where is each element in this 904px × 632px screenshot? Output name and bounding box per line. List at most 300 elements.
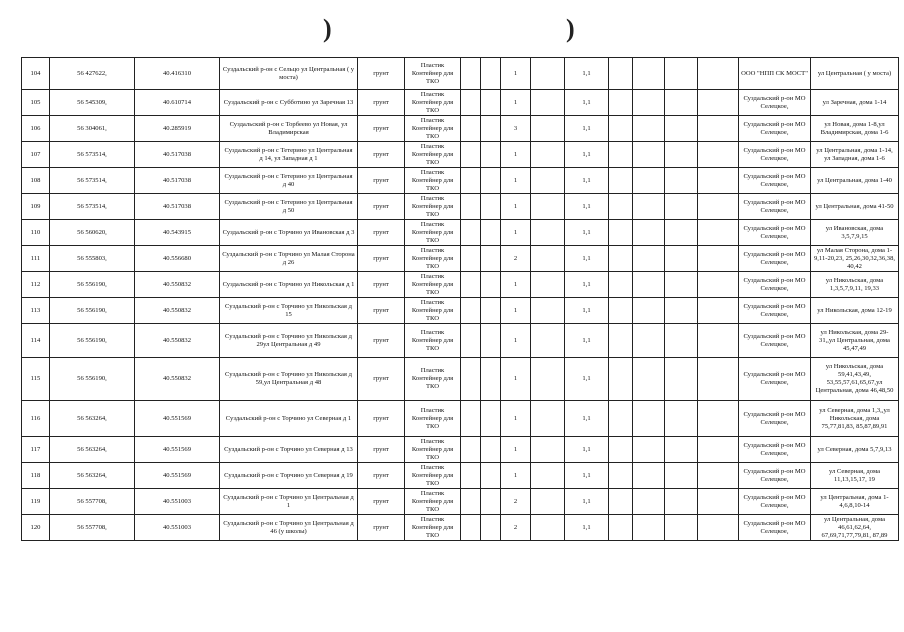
cell-blank-col-12 [633, 220, 665, 246]
cell-blank-col-7 [481, 142, 501, 168]
cell-address: Суздальский р-он с Торчино ул Никольская д 29ул Центральная д 49 [220, 324, 358, 358]
cell-address: Суздальский р-он с Субботино ул Заречная 13 [220, 90, 358, 116]
cell-waste-source: ул Центральная ( у моста) [811, 58, 899, 90]
cell-address: Суздальский р-он с Торчино ул Ивановская д 3 [220, 220, 358, 246]
cell-blank-col-11 [609, 437, 633, 463]
cell-blank-col-12 [633, 58, 665, 90]
cell-blank-col-11 [609, 142, 633, 168]
cell-blank-col-14 [698, 324, 739, 358]
cell-container-volume: 1,1 [565, 90, 609, 116]
cell-container-volume: 1,1 [565, 358, 609, 401]
cell-blank-col-12 [633, 298, 665, 324]
cell-address: Суздальский р-он с Торчино ул Центральная д 1 [220, 489, 358, 515]
cell-longitude: 40.610714 [135, 90, 220, 116]
cell-container-volume: 1,1 [565, 246, 609, 272]
container-sites-table [21, 57, 899, 541]
cell-container-count: 1 [501, 401, 531, 437]
cell-owner: Суздальский р-он МО Селецкое, [739, 463, 811, 489]
cell-latitude: 56 556190, [50, 358, 135, 401]
cell-surface-type: грунт [358, 142, 405, 168]
cell-longitude: 40.517038 [135, 168, 220, 194]
cell-blank-col-6 [461, 437, 481, 463]
cell-blank-col-13 [665, 324, 698, 358]
cell-container-type: Пластик Контейнер для ТКО [405, 90, 461, 116]
cell-address: Суздальский р-он с Сельцо ул Центральная ( у моста) [220, 58, 358, 90]
cell-container-count: 1 [501, 142, 531, 168]
cell-waste-source: ул Центральная, дома 1-14, ул Западная, дома 1-6 [811, 142, 899, 168]
cell-latitude: 56 557708, [50, 515, 135, 541]
cell-blank-col-6 [461, 324, 481, 358]
cell-container-type: Пластик Контейнер для ТКО [405, 463, 461, 489]
cell-longitude: 40.416310 [135, 58, 220, 90]
cell-blank-col-9 [531, 324, 565, 358]
cell-blank-col-6 [461, 298, 481, 324]
cell-latitude: 56 545309, [50, 90, 135, 116]
cell-latitude: 56 556190, [50, 298, 135, 324]
cell-owner: Суздальский р-он МО Селецкое, [739, 324, 811, 358]
cell-blank-col-13 [665, 272, 698, 298]
cell-latitude: 56 557708, [50, 489, 135, 515]
cell-container-type: Пластик Контейнер для ТКО [405, 142, 461, 168]
cell-blank-col-6 [461, 90, 481, 116]
cell-latitude: 56 555803, [50, 246, 135, 272]
cell-container-volume: 1,1 [565, 515, 609, 541]
cell-blank-col-6 [461, 401, 481, 437]
cell-surface-type: грунт [358, 437, 405, 463]
cell-surface-type: грунт [358, 90, 405, 116]
cell-waste-source: ул Новая, дома 1-8,ул Владимирская, дома 1-6 [811, 116, 899, 142]
cell-waste-source: ул Никольская, дома 1,3,5,7,9,11, 19,33 [811, 272, 899, 298]
cell-blank-col-13 [665, 437, 698, 463]
cell-longitude: 40.551569 [135, 437, 220, 463]
cell-owner: Суздальский р-он МО Селецкое, [739, 437, 811, 463]
cell-blank-col-13 [665, 168, 698, 194]
cell-blank-col-7 [481, 489, 501, 515]
cell-blank-col-14 [698, 246, 739, 272]
cell-blank-col-14 [698, 58, 739, 90]
cell-address: Суздальский р-он с Торчино ул Центральная д 46 (у школы) [220, 515, 358, 541]
cell-container-count: 1 [501, 463, 531, 489]
cell-owner: Суздальский р-он МО Селецкое, [739, 168, 811, 194]
cell-blank-col-9 [531, 437, 565, 463]
cell-row-number: 117 [22, 437, 50, 463]
cell-blank-col-6 [461, 515, 481, 541]
cell-blank-col-7 [481, 168, 501, 194]
table-row [22, 515, 899, 541]
cell-container-count: 1 [501, 168, 531, 194]
cell-row-number: 116 [22, 401, 50, 437]
cell-blank-col-13 [665, 489, 698, 515]
table-row [22, 489, 899, 515]
cell-blank-col-11 [609, 298, 633, 324]
cell-blank-col-11 [609, 358, 633, 401]
cell-container-type: Пластик Контейнер для ТКО [405, 401, 461, 437]
cell-address: Суздальский р-он с Торчино ул Никольская д 15 [220, 298, 358, 324]
cell-blank-col-11 [609, 220, 633, 246]
cell-container-count: 1 [501, 358, 531, 401]
cell-blank-col-14 [698, 401, 739, 437]
cell-waste-source: ул Центральная, дома 1-4,6,8,10-14 [811, 489, 899, 515]
cell-row-number: 109 [22, 194, 50, 220]
cell-blank-col-11 [609, 116, 633, 142]
cell-blank-col-12 [633, 116, 665, 142]
cell-container-volume: 1,1 [565, 272, 609, 298]
cell-owner: Суздальский р-он МО Селецкое, [739, 194, 811, 220]
cell-blank-col-14 [698, 220, 739, 246]
cell-blank-col-9 [531, 194, 565, 220]
cell-container-count: 2 [501, 246, 531, 272]
cell-blank-col-12 [633, 358, 665, 401]
cell-owner: Суздальский р-он МО Селецкое, [739, 515, 811, 541]
cell-blank-col-9 [531, 142, 565, 168]
cell-latitude: 56 560620, [50, 220, 135, 246]
cell-container-volume: 1,1 [565, 437, 609, 463]
cell-longitude: 40.285919 [135, 116, 220, 142]
cell-longitude: 40.551569 [135, 401, 220, 437]
cell-container-type: Пластик Контейнер для ТКО [405, 272, 461, 298]
cell-longitude: 40.550832 [135, 358, 220, 401]
cell-blank-col-11 [609, 90, 633, 116]
cell-blank-col-6 [461, 168, 481, 194]
cell-blank-col-9 [531, 90, 565, 116]
cell-surface-type: грунт [358, 324, 405, 358]
cell-container-volume: 1,1 [565, 168, 609, 194]
cell-row-number: 120 [22, 515, 50, 541]
cell-blank-col-14 [698, 463, 739, 489]
cell-blank-col-7 [481, 401, 501, 437]
cell-waste-source: ул Северная, дома 1,3,,ул Никольская, дома 75,77,81,83, 85,87,89,91 [811, 401, 899, 437]
cell-longitude: 40.550832 [135, 324, 220, 358]
cell-owner: Суздальский р-он МО Селецкое, [739, 489, 811, 515]
cell-blank-col-14 [698, 168, 739, 194]
cell-waste-source: ул Никольская, дома 12-19 [811, 298, 899, 324]
cell-blank-col-9 [531, 220, 565, 246]
cell-blank-col-11 [609, 515, 633, 541]
cell-blank-col-9 [531, 298, 565, 324]
cell-container-count: 3 [501, 116, 531, 142]
cell-container-count: 1 [501, 272, 531, 298]
cell-row-number: 119 [22, 489, 50, 515]
cell-blank-col-12 [633, 142, 665, 168]
cell-address: Суздальский р-он с Тетерино ул Центральная д 40 [220, 168, 358, 194]
cell-blank-col-7 [481, 515, 501, 541]
cell-latitude: 56 563264, [50, 463, 135, 489]
cell-container-type: Пластик Контейнер для ТКО [405, 220, 461, 246]
cell-waste-source: ул Никольская, дома 29-31,,ул Центральная, дома 45,47,49 [811, 324, 899, 358]
cell-container-type: Пластик Контейнер для ТКО [405, 246, 461, 272]
cell-address: Суздальский р-он с Торчино ул Никольская д 1 [220, 272, 358, 298]
cell-container-volume: 1,1 [565, 489, 609, 515]
cell-container-count: 1 [501, 298, 531, 324]
cell-blank-col-11 [609, 324, 633, 358]
cell-container-volume: 1,1 [565, 463, 609, 489]
cell-owner: Суздальский р-он МО Селецкое, [739, 246, 811, 272]
cell-latitude: 56 573514, [50, 142, 135, 168]
cell-blank-col-12 [633, 463, 665, 489]
cell-waste-source: ул Заречная, дома 1-14 [811, 90, 899, 116]
cell-surface-type: грунт [358, 489, 405, 515]
cell-blank-col-13 [665, 515, 698, 541]
cell-container-type: Пластик Контейнер для ТКО [405, 515, 461, 541]
cell-surface-type: грунт [358, 515, 405, 541]
cell-address: Суздальский р-он с Торчино ул Северная д 19 [220, 463, 358, 489]
cell-blank-col-6 [461, 489, 481, 515]
cell-surface-type: грунт [358, 401, 405, 437]
cell-blank-col-13 [665, 401, 698, 437]
cell-container-type: Пластик Контейнер для ТКО [405, 58, 461, 90]
cell-blank-col-6 [461, 116, 481, 142]
cell-blank-col-6 [461, 142, 481, 168]
cell-blank-col-13 [665, 58, 698, 90]
cell-longitude: 40.517038 [135, 194, 220, 220]
cell-owner: Суздальский р-он МО Селецкое, [739, 358, 811, 401]
cell-longitude: 40.551569 [135, 463, 220, 489]
cell-latitude: 56 573514, [50, 194, 135, 220]
cell-container-count: 1 [501, 324, 531, 358]
cell-blank-col-11 [609, 168, 633, 194]
cell-blank-col-6 [461, 246, 481, 272]
cell-waste-source: ул Никольская, дома 59,41,43,49, 53,55,57,61,65,67,ул Центральная, дома 46,48,50 [811, 358, 899, 401]
cell-owner: Суздальский р-он МО Селецкое, [739, 298, 811, 324]
table-row [22, 463, 899, 489]
cell-surface-type: грунт [358, 168, 405, 194]
cell-blank-col-14 [698, 298, 739, 324]
cell-owner: Суздальский р-он МО Селецкое, [739, 272, 811, 298]
cell-surface-type: грунт [358, 463, 405, 489]
cell-container-count: 2 [501, 489, 531, 515]
cell-blank-col-7 [481, 272, 501, 298]
cell-blank-col-7 [481, 116, 501, 142]
cell-address: Суздальский р-он с Торбеево ул Новая, ул Владимирская [220, 116, 358, 142]
cell-container-volume: 1,1 [565, 116, 609, 142]
cell-latitude: 56 556190, [50, 324, 135, 358]
cell-blank-col-13 [665, 194, 698, 220]
page-mark-right: ) [566, 14, 575, 43]
cell-blank-col-9 [531, 358, 565, 401]
cell-owner: Суздальский р-он МО Селецкое, [739, 401, 811, 437]
cell-longitude: 40.550832 [135, 298, 220, 324]
cell-container-type: Пластик Контейнер для ТКО [405, 324, 461, 358]
cell-blank-col-14 [698, 437, 739, 463]
cell-longitude: 40.556680 [135, 246, 220, 272]
table-row [22, 324, 899, 358]
table-row [22, 194, 899, 220]
cell-blank-col-13 [665, 246, 698, 272]
cell-owner: Суздальский р-он МО Селецкое, [739, 142, 811, 168]
cell-blank-col-6 [461, 463, 481, 489]
cell-container-count: 1 [501, 90, 531, 116]
cell-blank-col-7 [481, 220, 501, 246]
cell-row-number: 113 [22, 298, 50, 324]
cell-blank-col-13 [665, 358, 698, 401]
cell-blank-col-7 [481, 246, 501, 272]
cell-longitude: 40.550832 [135, 272, 220, 298]
cell-latitude: 56 427622, [50, 58, 135, 90]
cell-waste-source: ул Северная, дома 5,7,9,13 [811, 437, 899, 463]
cell-blank-col-13 [665, 463, 698, 489]
cell-waste-source: ул Центральная, дома 41-50 [811, 194, 899, 220]
cell-blank-col-7 [481, 324, 501, 358]
cell-blank-col-7 [481, 463, 501, 489]
cell-container-volume: 1,1 [565, 324, 609, 358]
cell-blank-col-11 [609, 272, 633, 298]
cell-blank-col-13 [665, 116, 698, 142]
cell-latitude: 56 563264, [50, 401, 135, 437]
cell-blank-col-14 [698, 272, 739, 298]
cell-surface-type: грунт [358, 116, 405, 142]
cell-blank-col-6 [461, 272, 481, 298]
cell-address: Суздальский р-он с Торчино ул Малая Сторона д 26 [220, 246, 358, 272]
cell-blank-col-7 [481, 90, 501, 116]
cell-container-type: Пластик Контейнер для ТКО [405, 298, 461, 324]
cell-container-volume: 1,1 [565, 194, 609, 220]
cell-row-number: 110 [22, 220, 50, 246]
cell-owner: Суздальский р-он МО Селецкое, [739, 116, 811, 142]
cell-blank-col-12 [633, 90, 665, 116]
cell-latitude: 56 304061, [50, 116, 135, 142]
cell-latitude: 56 563264, [50, 437, 135, 463]
cell-surface-type: грунт [358, 220, 405, 246]
cell-blank-col-11 [609, 194, 633, 220]
cell-blank-col-7 [481, 358, 501, 401]
cell-container-type: Пластик Контейнер для ТКО [405, 437, 461, 463]
cell-blank-col-12 [633, 168, 665, 194]
cell-container-volume: 1,1 [565, 220, 609, 246]
cell-latitude: 56 573514, [50, 168, 135, 194]
cell-container-volume: 1,1 [565, 58, 609, 90]
cell-blank-col-9 [531, 58, 565, 90]
cell-longitude: 40.551003 [135, 489, 220, 515]
cell-container-count: 2 [501, 515, 531, 541]
cell-latitude: 56 556190, [50, 272, 135, 298]
cell-address: Суздальский р-он с Торчино ул Никольская д 59,ул Центральная д 48 [220, 358, 358, 401]
cell-row-number: 104 [22, 58, 50, 90]
cell-owner: Суздальский р-он МО Селецкое, [739, 220, 811, 246]
cell-waste-source: ул Центральная, дома 46,61,62,64, 67,69,71,77,79,81, 87,89 [811, 515, 899, 541]
cell-container-volume: 1,1 [565, 298, 609, 324]
cell-row-number: 111 [22, 246, 50, 272]
cell-blank-col-9 [531, 401, 565, 437]
cell-row-number: 107 [22, 142, 50, 168]
cell-blank-col-14 [698, 116, 739, 142]
cell-blank-col-7 [481, 58, 501, 90]
cell-surface-type: грунт [358, 246, 405, 272]
table-row [22, 246, 899, 272]
table-row [22, 401, 899, 437]
cell-surface-type: грунт [358, 272, 405, 298]
cell-blank-col-7 [481, 437, 501, 463]
table-row [22, 358, 899, 401]
cell-blank-col-14 [698, 515, 739, 541]
cell-blank-col-12 [633, 401, 665, 437]
table-row [22, 437, 899, 463]
cell-blank-col-14 [698, 358, 739, 401]
cell-blank-col-6 [461, 194, 481, 220]
cell-blank-col-14 [698, 194, 739, 220]
cell-blank-col-11 [609, 246, 633, 272]
cell-blank-col-14 [698, 142, 739, 168]
cell-container-count: 1 [501, 58, 531, 90]
cell-blank-col-7 [481, 298, 501, 324]
table-row [22, 272, 899, 298]
cell-blank-col-9 [531, 116, 565, 142]
cell-waste-source: ул Малая Сторона, дома 1-9,11-20,23, 25,26,30,32,36,38, 40,42 [811, 246, 899, 272]
cell-row-number: 105 [22, 90, 50, 116]
table-row [22, 90, 899, 116]
cell-blank-col-12 [633, 437, 665, 463]
cell-owner: ООО "НПП СК МОСТ" [739, 58, 811, 90]
cell-blank-col-12 [633, 246, 665, 272]
cell-blank-col-13 [665, 298, 698, 324]
cell-blank-col-12 [633, 324, 665, 358]
cell-container-type: Пластик Контейнер для ТКО [405, 168, 461, 194]
cell-blank-col-12 [633, 489, 665, 515]
cell-blank-col-6 [461, 58, 481, 90]
cell-surface-type: грунт [358, 194, 405, 220]
cell-container-volume: 1,1 [565, 142, 609, 168]
cell-blank-col-12 [633, 272, 665, 298]
cell-waste-source: ул Ивановская, дома 3,5,7,9,15 [811, 220, 899, 246]
cell-blank-col-9 [531, 272, 565, 298]
cell-waste-source: ул Северная, дома 11,13,15,17, 19 [811, 463, 899, 489]
cell-row-number: 106 [22, 116, 50, 142]
cell-address: Суздальский р-он с Тетерино ул Центральная д 50 [220, 194, 358, 220]
cell-surface-type: грунт [358, 298, 405, 324]
cell-blank-col-6 [461, 358, 481, 401]
cell-blank-col-14 [698, 90, 739, 116]
cell-waste-source: ул Центральная, дома 1-40 [811, 168, 899, 194]
cell-blank-col-13 [665, 90, 698, 116]
cell-container-type: Пластик Контейнер для ТКО [405, 358, 461, 401]
cell-blank-col-11 [609, 58, 633, 90]
table-row [22, 142, 899, 168]
table-row [22, 298, 899, 324]
table-row [22, 220, 899, 246]
table-row [22, 168, 899, 194]
cell-container-count: 1 [501, 437, 531, 463]
cell-address: Суздальский р-он с Торчино ул Северная д 13 [220, 437, 358, 463]
cell-blank-col-13 [665, 142, 698, 168]
cell-longitude: 40.517038 [135, 142, 220, 168]
cell-blank-col-9 [531, 463, 565, 489]
cell-longitude: 40.551003 [135, 515, 220, 541]
cell-blank-col-14 [698, 489, 739, 515]
cell-blank-col-12 [633, 515, 665, 541]
cell-blank-col-11 [609, 489, 633, 515]
page-mark-left: ) [323, 14, 332, 43]
cell-blank-col-13 [665, 220, 698, 246]
cell-container-type: Пластик Контейнер для ТКО [405, 489, 461, 515]
cell-row-number: 112 [22, 272, 50, 298]
cell-row-number: 114 [22, 324, 50, 358]
cell-surface-type: грунт [358, 58, 405, 90]
cell-blank-col-12 [633, 194, 665, 220]
table-row [22, 58, 899, 90]
cell-container-type: Пластик Контейнер для ТКО [405, 194, 461, 220]
cell-owner: Суздальский р-он МО Селецкое, [739, 90, 811, 116]
cell-blank-col-9 [531, 489, 565, 515]
cell-row-number: 108 [22, 168, 50, 194]
cell-blank-col-11 [609, 463, 633, 489]
cell-blank-col-9 [531, 168, 565, 194]
cell-address: Суздальский р-он с Тетерино ул Центральная д 14, ул Западная д 1 [220, 142, 358, 168]
cell-container-count: 1 [501, 194, 531, 220]
cell-blank-col-7 [481, 194, 501, 220]
cell-address: Суздальский р-он с Торчино ул Северная д 1 [220, 401, 358, 437]
cell-longitude: 40.543915 [135, 220, 220, 246]
cell-row-number: 118 [22, 463, 50, 489]
cell-blank-col-6 [461, 220, 481, 246]
